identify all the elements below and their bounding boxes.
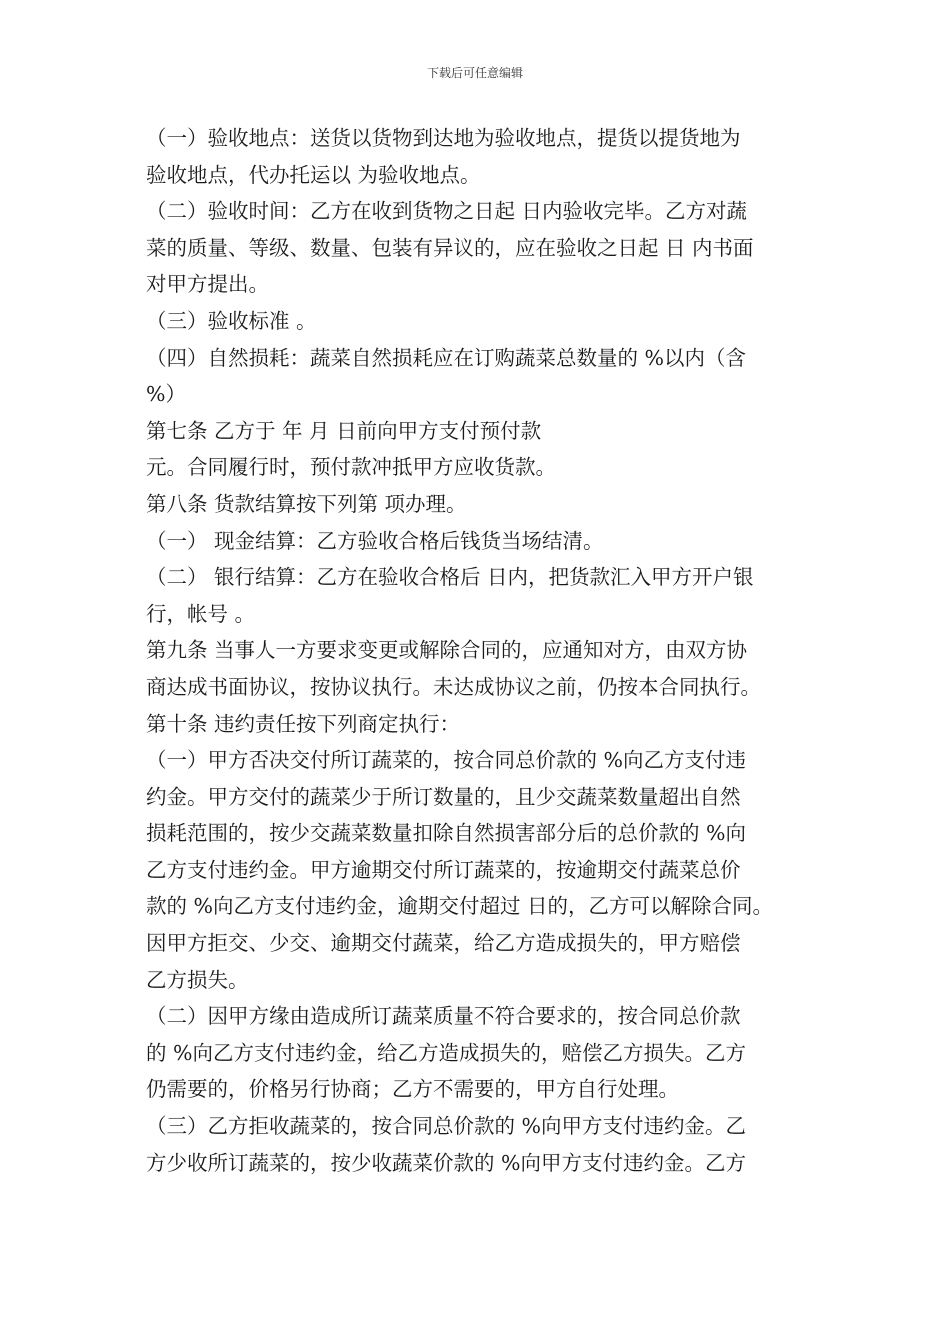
text-line: （四）自然损耗：蔬菜自然损耗应在订购蔬菜总数量的 %以内（含 — [146, 345, 746, 370]
text-line: 行，帐号 。 — [146, 601, 256, 626]
text-line: 元。合同履行时，预付款冲抵甲方应收货款。 — [146, 455, 556, 480]
text-line: 仍需要的，价格另行协商；乙方不需要的，甲方自行处理。 — [146, 1077, 679, 1102]
text-line: 方少收所订蔬菜的，按少收蔬菜价款的 %向甲方支付违约金。乙方 — [146, 1150, 746, 1175]
text-line: 验收地点，代办托运以 为验收地点。 — [146, 162, 481, 187]
text-line: 第十条 违约责任按下列商定执行： — [146, 711, 461, 736]
text-line: 因甲方拒交、少交、逾期交付蔬菜，给乙方造成损失的，甲方赔偿 — [146, 931, 741, 956]
text-line: 款的 %向乙方支付违约金，逾期交付超过 日的，乙方可以解除合同。 — [146, 894, 774, 919]
text-line: （一）甲方否决交付所订蔬菜的，按合同总价款的 %向乙方支付违 — [146, 748, 746, 773]
text-line: 乙方损失。 — [146, 967, 249, 992]
text-line: 的 %向乙方支付违约金，给乙方造成损失的，赔偿乙方损失。乙方 — [146, 1040, 746, 1065]
text-line: （一）验收地点：送货以货物到达地为验收地点，提货以提货地为 — [146, 126, 741, 150]
text-line: 第七条 乙方于 年 月 日前向甲方支付预付款 — [146, 418, 542, 443]
text-line: （三）乙方拒收蔬菜的，按合同总价款的 %向甲方支付违约金。乙 — [146, 1114, 746, 1139]
text-line: 商达成书面协议，按协议执行。未达成协议之前，仍按本合同执行。 — [146, 674, 761, 699]
page-header: 下载后可任意编辑 — [426, 66, 523, 80]
text-line: 乙方支付违约金。甲方逾期交付所订蔬菜的，按逾期交付蔬菜总价 — [146, 857, 741, 882]
text-line: 对甲方提出。 — [146, 272, 269, 297]
text-line: （二） 银行结算：乙方在验收合格后 日内，把货款汇入甲方开户银 — [146, 565, 754, 590]
text-line: 菜的质量、等级、数量、包装有异议的，应在验收之日起 日 内书面 — [146, 235, 754, 260]
text-line: （一） 现金结算：乙方验收合格后钱货当场结清。 — [146, 528, 604, 553]
text-line: （二）验收时间：乙方在收到货物之日起 日内验收完毕。乙方对蔬 — [146, 199, 748, 224]
text-line: 第九条 当事人一方要求变更或解除合同的，应通知对方，由双方协 — [146, 638, 748, 663]
document-body — [146, 120, 811, 1181]
text-line: 第八条 货款结算按下列第 项办理。 — [146, 491, 467, 516]
text-line: 约金。甲方交付的蔬菜少于所订数量的，且少交蔬菜数量超出自然 — [146, 784, 741, 809]
text-line: （二）因甲方缘由造成所订蔬菜质量不符合要求的，按合同总价款 — [146, 1004, 741, 1029]
text-line: （三）验收标准 。 — [146, 308, 317, 333]
text-line: 损耗范围的，按少交蔬菜数量扣除自然损害部分后的总价款的 %向 — [146, 821, 746, 846]
text-line: %） — [146, 382, 186, 407]
